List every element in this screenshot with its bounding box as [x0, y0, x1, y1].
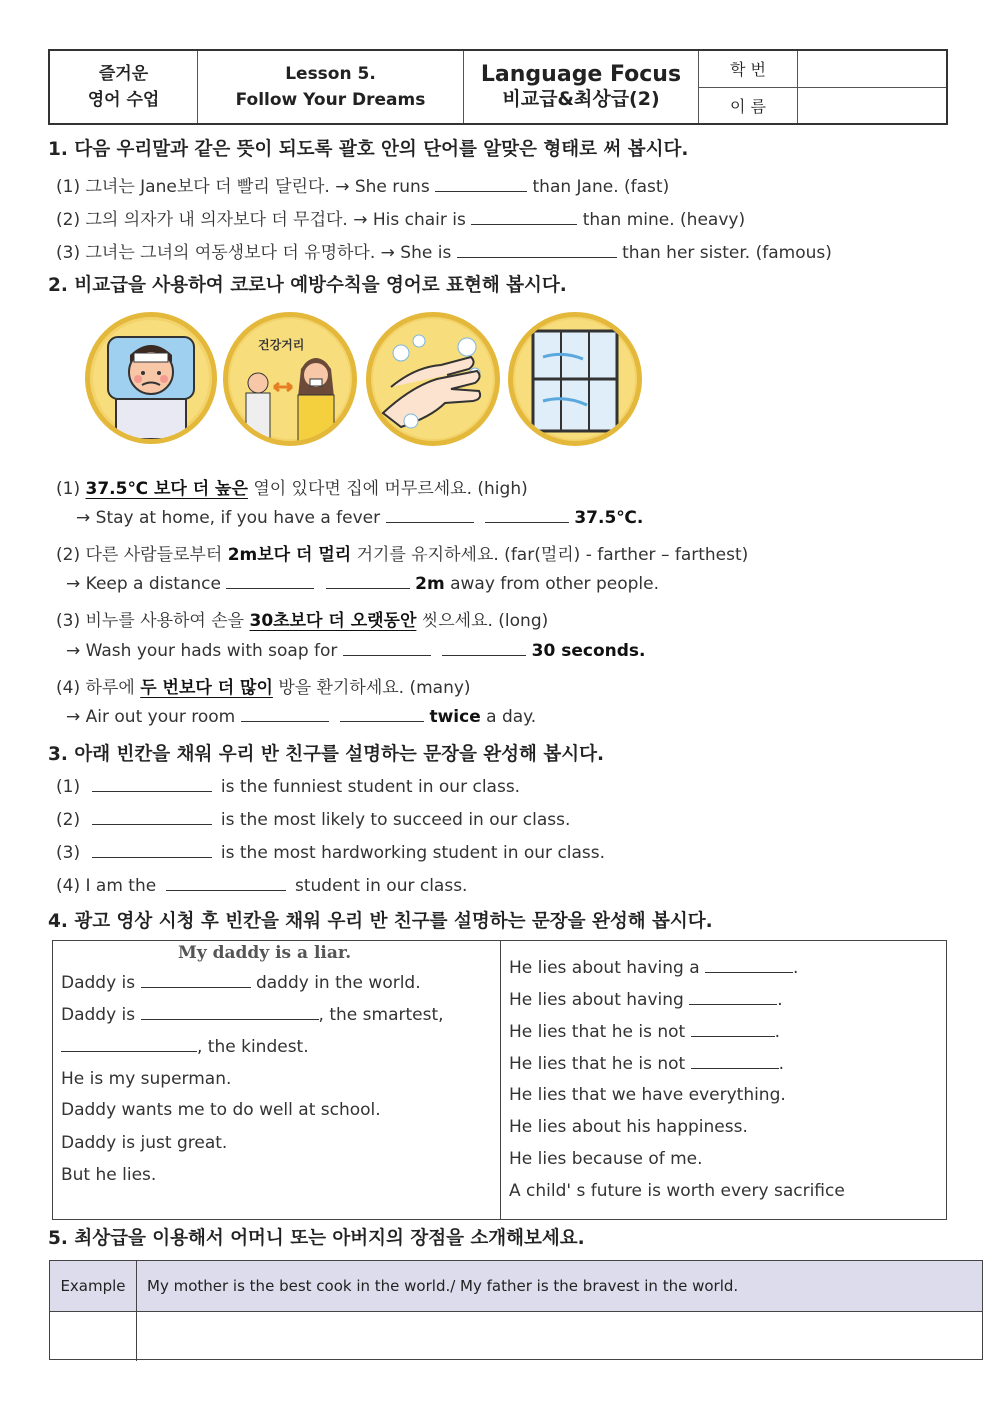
poem-right-line-2 [509, 989, 783, 1010]
q2-item-2-ko [56, 540, 748, 565]
poem-r1-text: He lies about having a [509, 958, 700, 978]
poem-right-line-5: He lies that we have everything. [509, 1085, 786, 1105]
poem-blank-r2[interactable] [689, 989, 777, 1005]
poem-r4-dot: . [778, 1054, 785, 1074]
q2-item-2-en-post: away from other people. [450, 574, 659, 594]
q2-item-1-en-text: → Stay at home, if you have a fever [76, 508, 381, 528]
q3-item-1-text: is the funniest student in our class. [220, 777, 521, 797]
q2-blank-1a[interactable] [386, 507, 474, 523]
poem-right-line-3 [509, 1021, 780, 1042]
q5-heading: 5. 최상급을 이용해서 어머니 또는 아버지의 장점을 소개해보세요. [48, 1228, 585, 1249]
distance-sign-text: 건강거리 [258, 338, 305, 352]
poem-right-line-6: He lies about his happiness. [509, 1117, 748, 1137]
lesson-title: Follow Your Dreams [235, 90, 426, 110]
q2-item-4-keyword: 두 번보다 더 많이 [140, 678, 273, 698]
q2-blank-2a[interactable] [226, 573, 314, 589]
q1-item-2-text: (2) 그의 의자가 내 의자보다 더 무겁다. → His chair is [56, 210, 466, 230]
poem-blank-r4[interactable] [691, 1053, 779, 1069]
q2-item-1-ko [56, 474, 528, 499]
q2-blank-1b[interactable] [485, 507, 569, 523]
class-title-cell [50, 51, 198, 123]
poem-blank-l1[interactable] [141, 972, 251, 988]
distance-illustration [223, 312, 357, 446]
poem-right-line-1 [509, 957, 798, 978]
q3-item-3-text: is the most hardworking student in our class. [220, 843, 606, 863]
q2-item-4-en-keyword: twice [429, 707, 481, 727]
q1-item-2 [56, 205, 745, 230]
q2-item-1-en-keyword: 37.5℃. [574, 508, 644, 528]
q2-item-3-ko-text: 씻으세요. (long) [421, 611, 549, 631]
q2-item-2-ko-text: 거기를 유지하세요. (far(멀리) - farther – farthest) [356, 545, 749, 565]
q2-item-3-en-keyword: 30 seconds. [531, 641, 646, 661]
focus-cell [464, 51, 699, 123]
q1-blank-1[interactable] [435, 176, 527, 192]
class-title-line2: 영어 수업 [87, 90, 160, 110]
poem-l2-pre: Daddy is [61, 1005, 136, 1025]
answer-label-cell [50, 1312, 137, 1361]
poem-title: My daddy is a liar. [178, 943, 352, 963]
q1-item-2-hint: than mine. (heavy) [582, 210, 746, 230]
q2-item-4-number: (4) [56, 678, 81, 698]
q3-item-3-number: (3) [56, 843, 81, 863]
q2-blank-3a[interactable] [343, 640, 431, 656]
poem-r2-dot: . [777, 990, 783, 1010]
poem-r1-dot: . [793, 958, 799, 978]
handwash-illustration [366, 312, 500, 446]
q2-item-4-ko-pre: 하루에 [85, 678, 135, 698]
poem-left-line-1 [61, 972, 421, 993]
poem-l1-post: daddy in the world. [255, 973, 421, 993]
q3-item-2-number: (2) [56, 810, 81, 830]
poem-l3-post: , the kindest. [197, 1037, 309, 1057]
q2-item-1-en [76, 507, 643, 528]
example-table [49, 1260, 983, 1360]
q3-item-3 [56, 842, 605, 863]
q3-item-4-post: student in our class. [295, 876, 468, 896]
poem-r2-text: He lies about having [509, 990, 684, 1010]
ventilation-illustration [508, 312, 642, 446]
q2-blank-4a[interactable] [241, 706, 329, 722]
q3-blank-1[interactable] [92, 776, 212, 792]
poem-blank-r1[interactable] [705, 957, 793, 973]
example-label: Example [50, 1261, 137, 1311]
q3-item-1 [56, 776, 520, 797]
q2-item-3-ko [56, 606, 548, 631]
poem-left-line-2 [61, 1004, 444, 1025]
q2-item-2-keyword: 2m보다 더 멀리 [227, 545, 352, 565]
focus-subtitle: 비교급&최상급(2) [502, 88, 660, 110]
poem-r4-text: He lies that he is not [509, 1054, 686, 1074]
lesson-cell [198, 51, 464, 123]
q2-item-4-en [66, 706, 536, 727]
q2-blank-4b[interactable] [340, 706, 424, 722]
q1-item-3-text: (3) 그녀는 그녀의 여동생보다 더 유명하다. → She is [56, 243, 452, 263]
q3-item-1-number: (1) [56, 777, 81, 797]
q3-heading: 3. 아래 빈칸을 채워 우리 반 친구를 설명하는 문장을 완성해 봅시다. [48, 744, 604, 765]
label-cell [699, 51, 798, 123]
q1-item-1-text: (1) 그녀는 Jane보다 더 빨리 달린다. → She runs [56, 177, 430, 197]
q2-item-4-ko-text: 방을 환기하세요. (many) [278, 678, 471, 698]
q4-heading: 4. 광고 영상 시청 후 빈칸을 채워 우리 반 친구를 설명하는 문장을 완성해 봅시다. [48, 911, 713, 932]
header-table [48, 49, 948, 125]
q2-item-3-number: (3) [56, 611, 81, 631]
poem-l2-post: , the smartest, [318, 1005, 444, 1025]
q3-blank-4[interactable] [166, 875, 286, 891]
q2-item-1-ko-text: 열이 있다면 집에 머무르세요. (high) [253, 479, 528, 499]
lesson-number: Lesson 5. [285, 64, 376, 84]
poem-left-line-5: Daddy wants me to do well at school. [61, 1100, 381, 1120]
poem-right-line-4 [509, 1053, 784, 1074]
example-row [50, 1261, 982, 1311]
q2-item-2-en [66, 573, 659, 594]
sick-person-icon [90, 317, 212, 439]
q1-item-3-hint: than her sister. (famous) [622, 243, 832, 263]
poem-box [52, 940, 947, 1220]
q3-blank-2[interactable] [92, 809, 212, 825]
poem-blank-r3[interactable] [691, 1021, 775, 1037]
q2-item-2-ko-pre: 다른 사람들로부터 [85, 545, 223, 565]
q3-item-2-text: is the most likely to succeed in our class. [220, 810, 571, 830]
q3-item-4-pre: (4) I am the [56, 876, 157, 896]
poem-l1-pre: Daddy is [61, 973, 136, 993]
q3-item-2 [56, 809, 570, 830]
q2-item-1-number: (1) [56, 479, 81, 499]
poem-left-column [53, 941, 501, 1219]
poem-r3-dot: . [774, 1022, 781, 1042]
hand-wash-icon [371, 317, 495, 441]
poem-left-line-4: He is my superman. [61, 1069, 232, 1089]
q1-heading: 1. 다음 우리말과 같은 뜻이 되도록 괄호 안의 단어를 알맞은 형태로 써 봅시다. [48, 139, 689, 160]
poem-right-column [501, 941, 946, 1219]
answer-row [50, 1311, 982, 1361]
q2-blank-3b[interactable] [442, 640, 526, 656]
q2-item-2-en-keyword: 2m [415, 574, 445, 594]
focus-title: Language Focus [480, 62, 682, 87]
q1-blank-2[interactable] [471, 209, 577, 225]
name-field[interactable] [798, 88, 946, 124]
student-number-label: 학 번 [699, 51, 797, 88]
q1-item-1-hint: than Jane. (fast) [532, 177, 670, 197]
student-number-field[interactable] [798, 51, 946, 88]
poem-blank-l2[interactable] [141, 1004, 319, 1020]
q1-item-3 [56, 238, 832, 263]
q2-item-1-keyword: 37.5℃ 보다 더 높은 [85, 479, 248, 499]
class-title-line1: 즐거운 [98, 64, 149, 84]
poem-left-line-6: Daddy is just great. [61, 1133, 228, 1153]
name-label: 이 름 [730, 96, 766, 116]
example-text: My mother is the best cook in the world./ My father is the bravest in the world. [147, 1277, 739, 1295]
q1-blank-3[interactable] [457, 242, 617, 258]
q1-item-1 [56, 172, 669, 197]
q2-item-4-en-post: a day. [486, 707, 537, 727]
social-distance-icon [228, 317, 352, 441]
fever-illustration [85, 312, 217, 444]
poem-left-line-3 [61, 1036, 309, 1057]
input-cell [798, 51, 946, 123]
poem-blank-l3[interactable] [61, 1036, 197, 1052]
q2-item-3-en [66, 640, 645, 661]
poem-r3-text: He lies that he is not [509, 1022, 686, 1042]
q2-item-3-keyword: 30초보다 더 오랫동안 [249, 611, 417, 631]
q2-item-2-en-text: → Keep a distance [66, 574, 221, 594]
q2-item-3-en-text: → Wash your hads with soap for [66, 641, 338, 661]
q2-item-4-en-text: → Air out your room [66, 707, 236, 727]
q2-item-4-ko [56, 673, 471, 698]
poem-right-line-7: He lies because of me. [509, 1149, 703, 1169]
answer-field[interactable] [137, 1312, 982, 1361]
poem-right-line-8: A child' s future is worth every sacrifice [509, 1181, 845, 1201]
q3-item-4 [56, 875, 467, 896]
q3-blank-3[interactable] [92, 842, 212, 858]
q2-item-3-ko-pre: 비누를 사용하여 손을 [85, 611, 245, 631]
q2-blank-2b[interactable] [326, 573, 410, 589]
poem-left-line-7: But he lies. [61, 1165, 157, 1185]
open-window-icon [513, 317, 637, 441]
q2-item-2-number: (2) [56, 545, 81, 565]
q2-heading: 2. 비교급을 사용하여 코로나 예방수칙을 영어로 표현해 봅시다. [48, 275, 567, 296]
